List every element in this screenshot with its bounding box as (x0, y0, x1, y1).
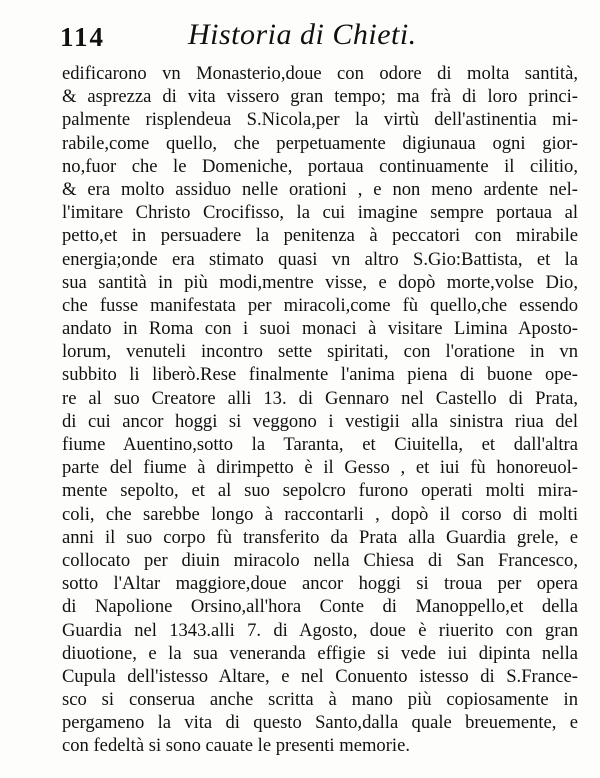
text-line: l'imitare Christo Crocifisso, la cui imagine sempre portaua al (62, 202, 578, 224)
text-line: & era molto assiduo nelle orationi , e non meno ardente nel- (62, 178, 578, 200)
text-line: diuotione, e la sua veneranda effigie si vede iui dipinta nella (62, 642, 578, 664)
text-line: andato in Roma con i suoi monaci à visitare Limina Aposto- (62, 318, 578, 340)
text-line: no,fuor che le Domeniche, portaua continuamente il cilitio, (62, 155, 578, 177)
running-title: Historia di Chieti. (188, 18, 417, 51)
text-line: mente sepolto, et al suo sepolcro furono operati molti mira- (62, 480, 578, 502)
text-line: re al suo Creatore alli 13. di Gennaro nel Castello di Prata, (62, 387, 578, 409)
text-line: rabile,come quello, che perpetuamente digiunaua ogni gior- (62, 132, 578, 154)
text-line: sua santità in più modi,mentre visse, e dopò morte,volse Dio, (62, 271, 578, 293)
text-line: parte del fiume à dirimpetto è il Gesso , et iui fù honoreuol- (62, 457, 578, 479)
text-line: pergameno la vita di questo Santo,dalla quale breuemente, e (62, 712, 578, 734)
text-line: petto,et in persuadere la penitenza à peccatori con mirabile (62, 225, 578, 247)
text-line: fiume Auentino,sotto la Taranta, et Ciuitella, et dall'altra (62, 434, 578, 455)
text-line: edificarono vn Monasterio,doue con odore di molta santità, (62, 63, 578, 84)
text-line: che fusse manifestata per miracoli,come fù quello,che essendo (62, 294, 578, 316)
text-line: collocato per diuin miracolo nella Chiesa di San Francesco, (62, 549, 578, 571)
text-line: sco si conserua anche scritta à mano più copiosamente in (62, 689, 578, 711)
text-line: Guardia nel 1343.alli 7. di Agosto, doue è riuerito con gran (62, 619, 578, 641)
text-line: coli, che sarebbe longo à raccontarli , dopò il corso di molti (62, 503, 578, 525)
text-line: di cui ancor hoggi si veggono i vestigii alla sinistra riua del (62, 410, 578, 432)
text-line: con fedeltà si sono cauate le presenti memorie. (62, 735, 410, 757)
running-head (60, 8, 580, 58)
body-text (62, 62, 578, 758)
text-line: anni il suo corpo fù transferito da Prata alla Guardia grele, e (62, 526, 578, 548)
page-number: 114 (60, 22, 106, 52)
text-line: subbito li liberò.Rese finalmente l'anima piena di buone ope- (62, 364, 578, 386)
text-line: & asprezza di vita vissero gran tempo; ma frà di loro princi- (62, 86, 578, 108)
text-line: palmente risplendeua S.Nicola,per la virtù dell'astinentia mi- (62, 109, 578, 131)
text-line: di Napolione Orsino,all'hora Conte di Manoppello,et della (62, 596, 578, 618)
text-line: lorum, venuteli incontro sette spiritati, con l'oratione in vn (62, 341, 578, 363)
text-line: Cupula dell'istesso Altare, e nel Conuento istesso di S.France- (62, 665, 578, 687)
text-line: sotto l'Altar maggiore,doue ancor hoggi si troua per opera (62, 573, 578, 595)
text-line: energia;onde era stimato quasi vn altro S.Gio:Battista, et la (62, 248, 578, 270)
